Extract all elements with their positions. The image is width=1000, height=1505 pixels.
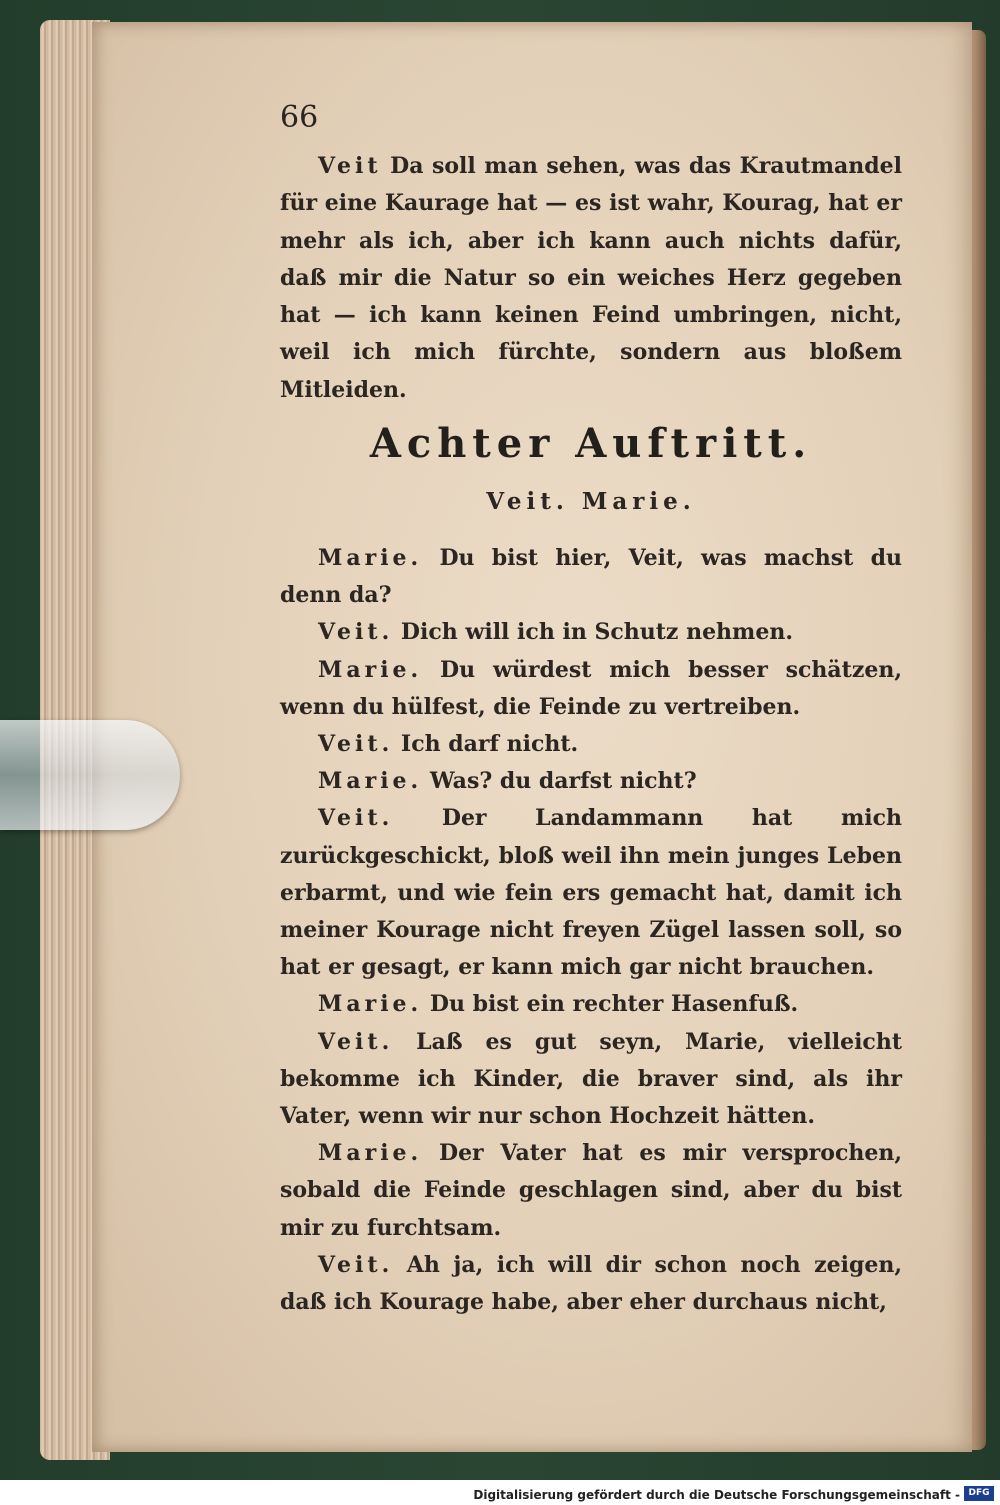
dialogue-line: [280, 986, 902, 1023]
speaker-name: Veit.: [318, 619, 394, 646]
speaker-name: Marie.: [318, 656, 423, 683]
dfg-logo-icon: DFG: [964, 1486, 994, 1501]
speech-text: Was? du darfst nicht?: [429, 768, 697, 795]
speaker-name: Veit.: [318, 1251, 394, 1278]
speech-text: Ich darf nicht.: [400, 731, 579, 758]
speech-text: Du würdest mich besser schätzen, wenn du hülfest, die Feinde zu vertreiben.: [280, 656, 902, 720]
speaker-name: Veit.: [318, 731, 394, 758]
dialogue-line: [280, 652, 902, 726]
dialogue-block: [280, 540, 902, 1321]
speech-text: Du bist hier, Veit, was machst du denn da?: [280, 545, 902, 609]
dialogue-line: [280, 763, 902, 800]
scene-characters: Veit. Marie.: [486, 488, 696, 515]
speech-text: Ah ja, ich will dir schon noch zeigen, daß ich Kourage habe, aber eher durchaus nicht,: [280, 1251, 902, 1316]
speaker-name: Veit: [318, 153, 382, 179]
speaker-name: Marie.: [318, 1140, 423, 1167]
footer-credit: Digitalisierung gefördert durch die Deutsche Forschungsgemeinschaft -: [473, 1488, 960, 1502]
speaker-name: Veit.: [318, 1028, 394, 1055]
page-number: 66: [280, 100, 319, 135]
speech-text: Da soll man sehen, was das Krautmandel für eine Kaurage hat — es ist wahr, Kourag, hat er mehr als ich, aber ich kann auch nichts dafür, daß mir die Natur so ein weiches Herz gegeben hat — ich kann keinen Feind umbringen, nicht, weil ich mich fürchte, sondern aus bloßem Mitleiden.: [280, 153, 902, 403]
dialogue-line: [280, 1024, 902, 1136]
speaker-name: Marie.: [318, 768, 423, 795]
opening-speech: [280, 148, 902, 409]
page-clip-bookmark: [0, 720, 180, 830]
dialogue-line: [280, 1247, 902, 1321]
speech-text: Laß es gut seyn, Marie, vielleicht bekomme ich Kinder, die braver sind, als ihr Vater, wenn wir nur schon Hochzeit hätten.: [280, 1028, 902, 1130]
dialogue-line: [280, 1135, 902, 1247]
speech-text: Du bist ein rechter Hasenfuß.: [429, 991, 799, 1018]
speech-text: Der Landammann hat mich zurückgeschickt, bloß weil ihn mein junges Leben erbarmt, und wie fein ers gemacht hat, damit ich meiner Kourage nicht freyen Zügel lassen soll, so hat er gesagt, er kann mich gar nicht brauchen.: [280, 805, 902, 981]
speaker-name: Marie.: [318, 991, 423, 1018]
speech-text: Der Vater hat es mir versprochen, sobald die Feinde geschlagen sind, aber du bist mir zu furchtsam.: [280, 1140, 902, 1241]
speech-text: Dich will ich in Schutz nehmen.: [400, 619, 793, 646]
dialogue-line: [280, 800, 902, 986]
dialogue-line: [280, 614, 902, 651]
dialogue-line: [280, 726, 902, 763]
speaker-name: Marie.: [318, 545, 423, 571]
scene-heading: Achter Auftritt.: [369, 420, 813, 467]
opening-paragraph: [280, 148, 902, 409]
speaker-name: Veit.: [318, 805, 394, 832]
dialogue-line: [280, 540, 902, 614]
